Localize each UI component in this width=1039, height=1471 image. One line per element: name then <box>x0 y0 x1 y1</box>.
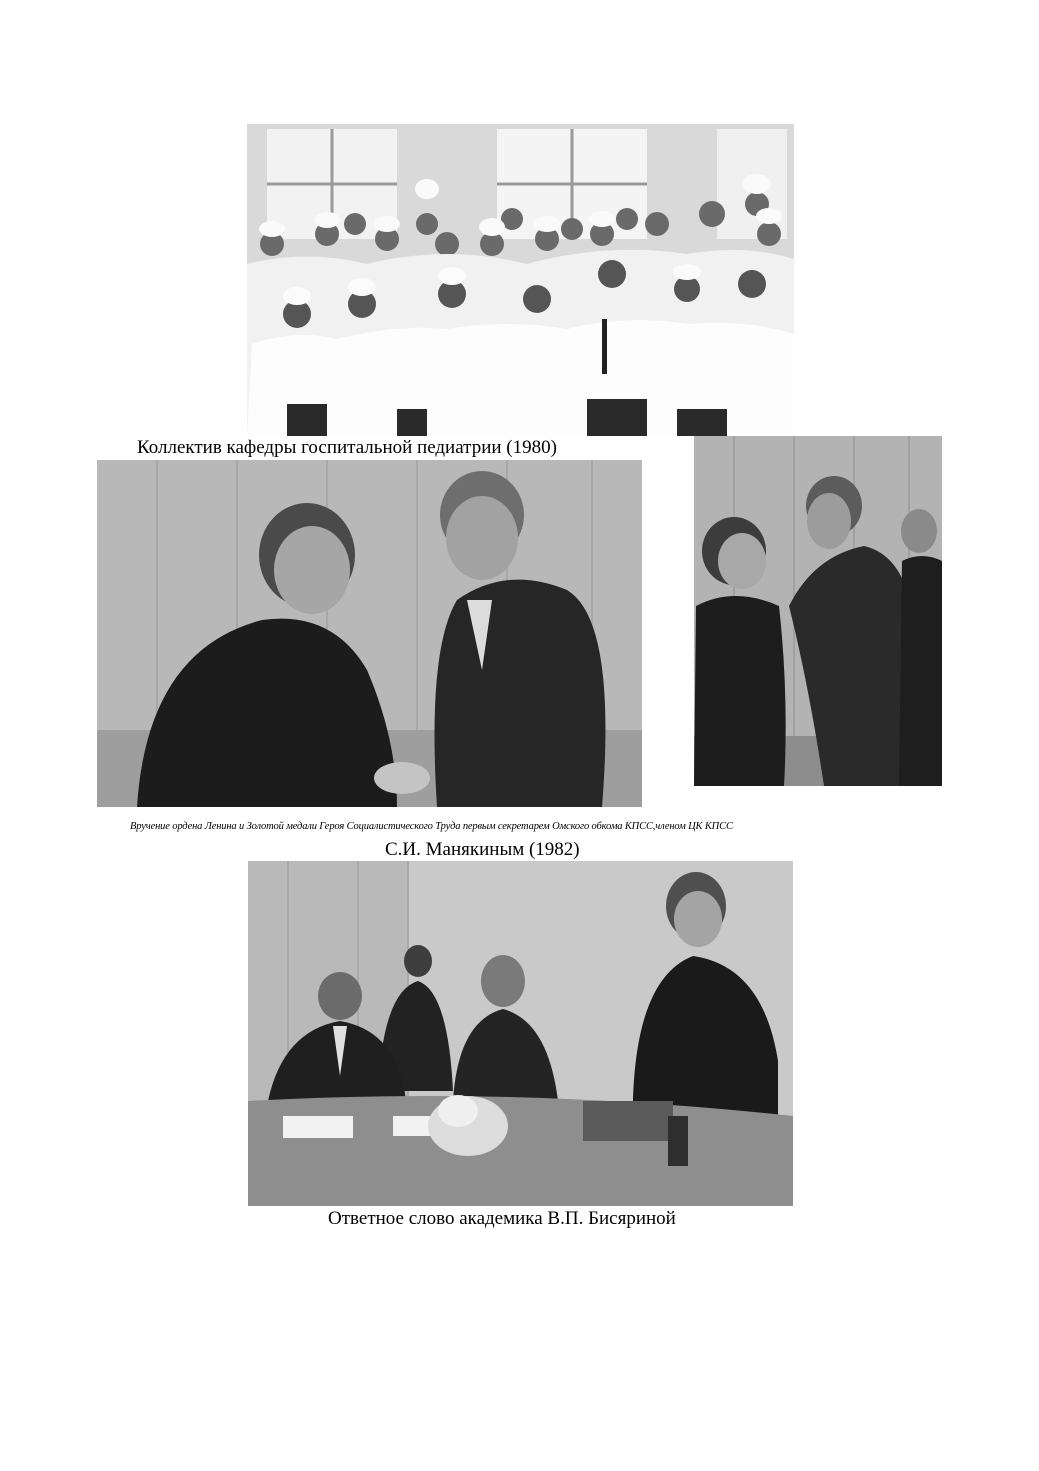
medal-pinning-illustration <box>694 436 942 786</box>
caption-staff-group: Коллектив кафедры госпитальной педиатрии (1980) <box>137 437 557 458</box>
caption-award-line1: Вручение ордена Ленина и Золотой медали Героя Социалистического Труда первым секретарем Омского обкома КПСС,членом ЦК КПСС <box>130 821 733 832</box>
photo-staff-group <box>247 124 794 436</box>
caption-award-line2: С.И. Манякиным (1982) <box>385 839 580 860</box>
response-speech-illustration <box>248 861 793 1206</box>
caption-speech: Ответное слово академика В.П. Бисяриной <box>328 1208 676 1229</box>
handshake-illustration <box>97 460 642 807</box>
staff-group-illustration <box>247 124 794 436</box>
photo-handshake <box>97 460 642 807</box>
photo-response-speech <box>248 861 793 1206</box>
photo-medal-pinning <box>694 436 942 786</box>
